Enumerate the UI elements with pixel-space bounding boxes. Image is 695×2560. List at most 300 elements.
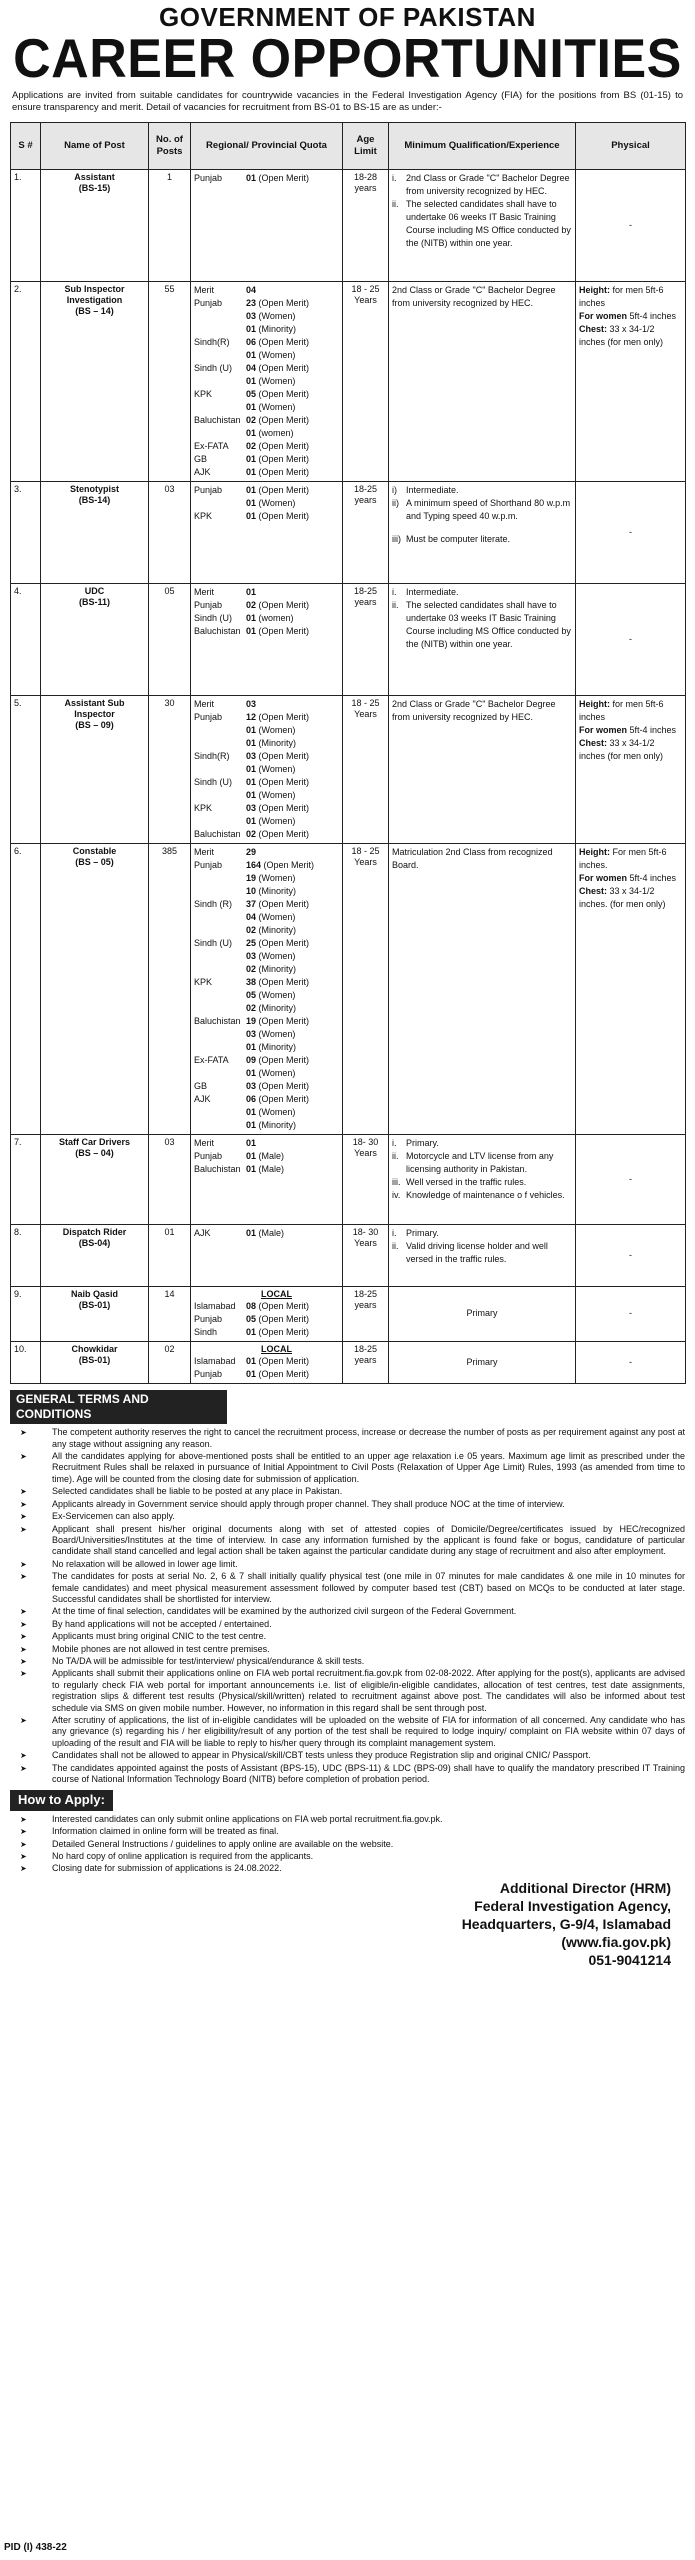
quota-count: 04 (Open Merit) [246,362,310,373]
quota-region: Islamabad [194,1301,236,1311]
quota-region [194,911,246,924]
qualification-marker: iii. [392,1176,401,1187]
quota-region: Merit [194,1137,214,1148]
quota-count: 01 (Women) [246,763,296,774]
quota-line [194,1355,339,1368]
post-name-cell [41,281,149,481]
number-of-posts: 02 [149,1342,191,1384]
post-scale: (BS-11) [78,597,110,607]
quota-cell [191,1286,343,1341]
qualification-text: Intermediate. [406,484,459,495]
post-name: Sub Inspector Investigation [64,283,125,305]
quota-line [194,828,339,841]
qualification-item [392,1227,572,1240]
quota-count: 02 (Open Merit) [246,599,310,610]
qualification-marker: i. [392,1137,397,1148]
quota-count: 02 (Minority) [246,1002,297,1013]
quota-line [194,859,339,872]
quota-count: 01 (Open Merit) [246,1327,310,1337]
physical-line: - [629,1357,632,1368]
post-name: Staff Car Drivers [58,1136,131,1147]
quota-region [194,1028,246,1041]
quota-line [194,1067,339,1080]
quota-line [194,1028,339,1041]
quota-region: Punjab [194,1314,223,1324]
physical-cell [576,1134,686,1224]
quota-count: 12 (Open Merit) [246,711,310,722]
quota-line [194,789,339,802]
qualification-text: 2nd Class or Grade "C" Bachelor Degree from university recognized by HEC. [392,284,556,308]
quota-line [194,323,339,336]
age-limit: 18 - 25 Years [343,281,389,481]
age-limit: 18 - 25 Years [343,695,389,843]
term-item: ➤ The candidates for posts at serial No. 2, 6 & 7 shall initially qualify physical test (one mile in 07 minutes for male candidates & one mile in 10 minutes for female candidates) and meet physical measurement assessment followed by computer based test (CBT) based on MCQs to be conducted at later stage. Successful candidates shall be shortlisted for interview. [10,1571,685,1605]
qualification-item [392,172,572,198]
quota-line [194,284,339,297]
quota-region: KPK [194,388,213,399]
physical-line: - [629,633,632,644]
quota-region [194,1002,246,1015]
qualification-text: Primary [466,1357,498,1368]
qualification-item [392,586,572,599]
quota-cell [191,481,343,583]
term-item: ➤ Applicants must bring original CNIC to the test centre. [10,1631,685,1642]
qualification-text: Matriculation 2nd Class from recognized Board. [392,846,553,870]
column-header: S # [11,122,41,169]
qualification-text: Intermediate. [406,586,459,597]
quota-region: Punjab [194,172,223,183]
qualification-text: Primary [466,1308,498,1319]
quota-region: GB [194,453,208,464]
quota-line [194,1150,339,1163]
physical-line: - [629,219,632,230]
quota-count: 01 (Open Merit) [246,466,310,477]
quota-region [194,872,246,885]
quota-region [194,950,246,963]
column-header: Physical [576,122,686,169]
quota-line [194,750,339,763]
quota-line [194,737,339,750]
age-limit: 18-25 years [343,1342,389,1384]
physical-line: - [629,526,632,537]
quota-region: Punjab [194,599,223,610]
term-item: ➤ All the candidates applying for above-mentioned posts shall be entitled to an upper age relaxation i.e 05 years. Maximum age limit as prescribed under the Recruitment Rules shall be relaxed in pursuance of Initial Appointment to Civil Posts (Relaxation of Upper Age Limit) Rules, 1993 (as amended from time to time). Age will be counted from the closing date for submission of application. [10,1451,685,1485]
term-item: ➤ Applicant shall present his/her original documents along with set of attested copies of Domicile/Degree/certificates issued by HEC/recognized Board/Universities/Institutes at the time of interview. In case any information furnished by the applicant is found fake or bogus, candidature of particular candidate shall stand cancelled and legal action shall be taken against the particular candidate during any stage of recruitment and also after employment. [10,1524,685,1558]
quota-line [194,1300,339,1313]
qualification-cell [389,1342,576,1384]
qualification-item [392,1137,572,1150]
career-heading: CAREER OPPORTUNITIES [13,28,682,90]
quota-region: KPK [194,510,213,521]
number-of-posts: 01 [149,1224,191,1286]
quota-count: 01 (Women) [246,1067,296,1078]
quota-region: Islamabad [194,1356,236,1367]
quota-line [194,401,339,414]
quota-count: 01 (Open Merit) [246,1369,310,1380]
column-header: Name of Post [41,122,149,169]
quota-line [194,885,339,898]
quota-count: 01 (Women) [246,1106,296,1117]
intro-paragraph: Applications are invited from suitable candidates for countrywide vacancies in the Federal Investigation Agency (FIA) for the positions from BS (01-15) to ensure transparency and merit. Detail of vacancies for recruitment from BS-01 to BS-15 are as under:- [12,90,683,113]
quota-count: 01 (Open Merit) [246,172,310,183]
quota-count: 04 (Women) [246,911,296,922]
post-name-cell [41,481,149,583]
physical-cell [576,281,686,481]
quota-line [194,1119,339,1132]
quota-region [194,375,246,388]
table-header-row [11,122,686,169]
post-name-cell [41,1286,149,1341]
quota-count: 06 (Open Merit) [246,1093,310,1104]
qualification-item [392,1307,572,1320]
quota-region: Sindh (U) [194,776,233,787]
qualification-cell [389,481,576,583]
quota-region: Baluchistan [194,414,241,425]
quota-count: 01 (Open Merit) [246,625,310,636]
quota-count: 01 (Women) [246,401,296,412]
qualification-marker: ii. [392,1240,399,1251]
quota-count: 01 (Open Merit) [246,510,310,521]
qualification-marker: i. [392,1227,397,1238]
quota-count: 03 (Open Merit) [246,1080,310,1091]
how-to-apply-heading: How to Apply: [10,1790,113,1810]
number-of-posts: 03 [149,1134,191,1224]
physical-cell [576,695,686,843]
quota-count: 08 (Open Merit) [246,1301,310,1311]
qualification-cell [389,1224,576,1286]
quota-count: 04 [246,284,257,295]
qualification-text: Knowledge of maintenance o f vehicles. [406,1189,565,1200]
quota-line [194,1041,339,1054]
table-row [11,481,686,583]
post-name-cell [41,1224,149,1286]
quota-count: 01 (Minority) [246,1119,297,1130]
how-item: ➤ Interested candidates can only submit online applications on FIA web portal recruitment.fia.gov.pk. [10,1814,685,1825]
term-item: ➤ No TA/DA will be admissible for test/interview/ physical/endurance & skill tests. [10,1656,685,1667]
qualification-cell [389,1286,576,1341]
physical-line: For women 5ft-4 inches [579,872,677,883]
quota-line [194,414,339,427]
quota-line [194,1137,339,1150]
quota-count: 01 (Women) [246,349,296,360]
term-item: ➤ Mobile phones are not allowed in test centre premises. [10,1644,685,1655]
quota-region [194,989,246,1002]
term-item: ➤ Applicants shall submit their applications online on FIA web portal recruitment.fia.gov.pk from 02-08-2022. After applying for the post(s), applicants are advised to regularly check FIA web portal for important announcements i.e. list of eligible/in-eligible candidates, allocation of test centres, test date assignments, registration slips & different test results (Physical/skill/written) related to recruitment against above post. The candidates will also be informed about test schedule via SMS on given mobile number. However, no information in this regard shall be sent through post. [10,1668,685,1714]
how-item: ➤ No hard copy of online application is required from the applicants. [10,1851,685,1862]
qualification-text: 2nd Class or Grade "C" Bachelor Degree from university recognized by HEC. [392,698,556,722]
quota-line [194,937,339,950]
government-heading: GOVERNMENT OF PAKISTAN [159,2,536,32]
table-row [11,1286,686,1341]
quota-count: 02 (Minority) [246,924,297,935]
quota-region: Baluchistan [194,1163,241,1174]
physical-line: - [629,1308,632,1319]
physical-line: Chest: 33 x 34-1/2 inches. (for men only) [579,885,666,909]
quota-region: Baluchistan [194,1015,241,1026]
serial-number: 1. [11,169,41,281]
quota-line [194,872,339,885]
physical-line: - [629,1249,632,1260]
quota-region [194,401,246,414]
post-name: Assistant Sub Inspector [64,697,125,719]
quota-line [194,466,339,479]
post-name-cell [41,169,149,281]
column-header: Regional/ Provincial Quota [191,122,343,169]
quota-line [194,510,339,523]
quota-count: 01 (Open Merit) [246,484,310,495]
quota-count: 06 (Open Merit) [246,336,310,347]
quota-region [194,724,246,737]
post-scale: (BS – 14) [75,306,114,317]
quota-count: 01 [246,1137,257,1148]
qualification-item [392,1240,572,1266]
quota-region: Punjab [194,1369,223,1380]
qualification-item [392,484,572,497]
serial-number: 9. [11,1286,41,1341]
column-header: Minimum Qualification/Experience [389,122,576,169]
serial-number: 7. [11,1134,41,1224]
how-to-apply-list [10,1814,685,1875]
serial-number: 10. [11,1342,41,1384]
quota-region: Baluchistan [194,625,241,636]
number-of-posts: 1 [149,169,191,281]
qualification-text: Primary. [406,1227,439,1238]
quota-count: 29 [246,846,257,857]
quota-line [194,172,339,185]
number-of-posts: 30 [149,695,191,843]
quota-region: Baluchistan [194,828,241,839]
physical-cell [576,1342,686,1384]
qualification-item [392,1176,572,1189]
quota-cell [191,843,343,1134]
quota-count: 01 (Women) [246,724,296,735]
quota-region: Ex-FATA [194,1054,229,1065]
quota-region [194,427,246,440]
quota-region: Sindh (U) [194,362,233,373]
quota-line [194,1106,339,1119]
physical-line: For women 5ft-4 inches [579,310,677,321]
qualification-marker: iii) [392,533,401,544]
quota-count: 01 (Minority) [246,323,297,334]
physical-line: Chest: 33 x 34-1/2 inches (for men only) [579,323,664,347]
qualification-text: Must be computer literate. [406,533,511,544]
serial-number: 6. [11,843,41,1134]
quota-count: 01 (Women) [246,815,296,826]
quota-line [194,1093,339,1106]
quota-region: Sindh (U) [194,937,233,948]
physical-line: For women 5ft-4 inches [579,724,677,735]
quota-count: 01 (Minority) [246,1041,297,1052]
quota-region: Merit [194,698,214,709]
table-row [11,1342,686,1384]
signature-block [10,1879,685,1969]
column-header: No. of Posts [149,122,191,169]
local-label: LOCAL [261,1344,292,1354]
qualification-item [392,846,572,872]
term-item: ➤ The competent authority reserves the right to cancel the recruitment process, increase or decrease the number of posts as per requirement against any post at any stage without assigning any reason. [10,1427,685,1450]
post-scale: (BS-01) [78,1300,111,1310]
qualification-cell [389,583,576,695]
quota-region: Sindh (U) [194,612,233,623]
quota-line [194,586,339,599]
term-item: ➤ Applicants already in Government service should apply through proper channel. They shall produce NOC at the time of interview. [10,1499,685,1510]
post-name: Dispatch Rider [62,1226,127,1237]
quota-count: 03 (Women) [246,1028,296,1039]
serial-number: 5. [11,695,41,843]
physical-cell [576,1286,686,1341]
quota-count: 25 (Open Merit) [246,937,310,948]
quota-cell [191,1224,343,1286]
quota-count: 02 (Open Merit) [246,440,310,451]
quota-line [194,846,339,859]
footer-phone: 051-9041214 [588,1951,671,1968]
quota-count: 03 (Open Merit) [246,802,310,813]
quota-cell [191,169,343,281]
qualification-marker: i. [392,172,397,183]
qualification-marker: ii. [392,599,399,610]
post-name-cell [41,695,149,843]
quota-region: Merit [194,284,214,295]
quota-count: 03 (Women) [246,310,296,321]
post-scale: (BS-15) [78,183,111,193]
qualification-item [392,1150,572,1176]
quota-count: 01 (Open Merit) [246,453,310,464]
quota-count: 01 (Women) [246,497,296,508]
quota-region: Punjab [194,297,223,308]
number-of-posts: 385 [149,843,191,1134]
quota-region [194,1106,246,1119]
term-item: ➤ After scrutiny of applications, the list of in-eligible candidates will be uploaded on the website of FIA for information of all concerned. Any candidate who has any grievance (s) regarding his / her eligibility/result of any portion of the test shall be required to lodge inquiry/ complaint on FIA website within 07 days of uploading of the result and FIA will be liable to reply to his/her query through its complaint management system. [10,1715,685,1749]
post-scale: (BS – 04) [75,1148,114,1158]
quota-line [194,349,339,362]
physical-cell [576,1224,686,1286]
table-body [11,169,686,1384]
post-name: Assistant [74,171,115,182]
quota-line [194,1368,339,1381]
quota-line [194,453,339,466]
table-row [11,169,686,281]
quota-line [194,963,339,976]
qualification-item [392,599,572,651]
quota-line [194,1313,339,1326]
qualification-cell [389,169,576,281]
qualification-item [392,533,572,546]
quota-line [194,427,339,440]
quota-cell [191,1342,343,1384]
qualification-text: Motorcycle and LTV license from any licensing authority in Pakistan. [406,1150,554,1174]
quota-line [194,924,339,937]
quota-count: 03 (Open Merit) [246,750,310,761]
column-header: Age Limit [343,122,389,169]
number-of-posts: 05 [149,583,191,695]
quota-cell [191,1134,343,1224]
quota-region: Punjab [194,711,223,722]
physical-line: Height: For men 5ft-6 inches. [579,846,667,870]
quota-count: 01 [246,586,257,597]
quota-line [194,336,339,349]
term-item: ➤ Ex-Servicemen can also apply. [10,1511,685,1522]
quota-count: 19 (Open Merit) [246,1015,310,1026]
quota-cell [191,695,343,843]
quota-line [194,1015,339,1028]
qualification-marker: ii. [392,198,399,209]
qualification-item [392,198,572,250]
quota-line [194,497,339,510]
quota-cell [191,583,343,695]
quota-line [194,763,339,776]
quota-line [194,1002,339,1015]
age-limit: 18 - 25 Years [343,843,389,1134]
quota-count: 01 (women) [246,427,294,438]
quota-line [194,911,339,924]
quota-region [194,963,246,976]
qualification-cell [389,1134,576,1224]
quota-count: 01 (women) [246,612,294,623]
quota-line [194,898,339,911]
quota-region [194,1041,246,1054]
quota-region: Punjab [194,1150,223,1161]
age-limit: 18-25 years [343,1286,389,1341]
quota-count: 02 (Minority) [246,963,297,974]
how-item: ➤ Information claimed in online form will be treated as final. [10,1826,685,1837]
table-row [11,583,686,695]
quota-line [194,776,339,789]
quota-region: Punjab [194,859,223,870]
quota-line [194,802,339,815]
qualification-item [392,1356,572,1369]
number-of-posts: 55 [149,281,191,481]
term-item: ➤ At the time of final selection, candidates will be examined by the authorized civil surgeon of the Federal Government. [10,1606,685,1617]
quota-count: 01 (Male) [246,1227,285,1238]
qualification-item [392,698,572,724]
quota-count: 01 (Minority) [246,737,297,748]
quota-line [194,388,339,401]
qualification-text: The selected candidates shall have to undertake 03 weeks IT Basic Training Course including MS Office conducted by the (NITB) within one year. [406,599,571,649]
post-scale: (BS – 05) [75,857,114,867]
table-row [11,695,686,843]
physical-cell [576,583,686,695]
footer-agency: Federal Investigation Agency, [474,1897,671,1914]
qualification-marker: i. [392,586,397,597]
footer-address: Headquarters, G-9/4, Islamabad [461,1915,671,1932]
quota-line [194,724,339,737]
quota-region [194,737,246,750]
quota-count: 02 (Open Merit) [246,828,310,839]
post-name: Stenotypist [69,483,119,494]
serial-number: 2. [11,281,41,481]
qualification-cell [389,695,576,843]
qualification-text: Primary. [406,1137,439,1148]
qualification-cell [389,281,576,481]
quota-count: 164 (Open Merit) [246,859,315,870]
quota-count: 01 (Male) [246,1150,285,1161]
advertisement-page [10,0,685,1969]
quota-line [194,375,339,388]
pid-number: PID (I) 438-22 [4,2541,67,2553]
table-row [11,1134,686,1224]
post-scale: (BS – 09) [75,720,114,731]
qualification-item [392,523,572,533]
quota-line [194,310,339,323]
how-item: ➤ Detailed General Instructions / guidelines to apply online are available on the website. [10,1839,685,1850]
qualification-item [392,1189,572,1202]
qualification-item [392,284,572,310]
quota-region [194,815,246,828]
term-item: ➤ No relaxation will be allowed in lower age limit. [10,1559,685,1570]
quota-region [194,349,246,362]
local-label: LOCAL [261,1288,292,1299]
term-item: ➤ Selected candidates shall be liable to be posted at any place in Pakistan. [10,1486,685,1497]
